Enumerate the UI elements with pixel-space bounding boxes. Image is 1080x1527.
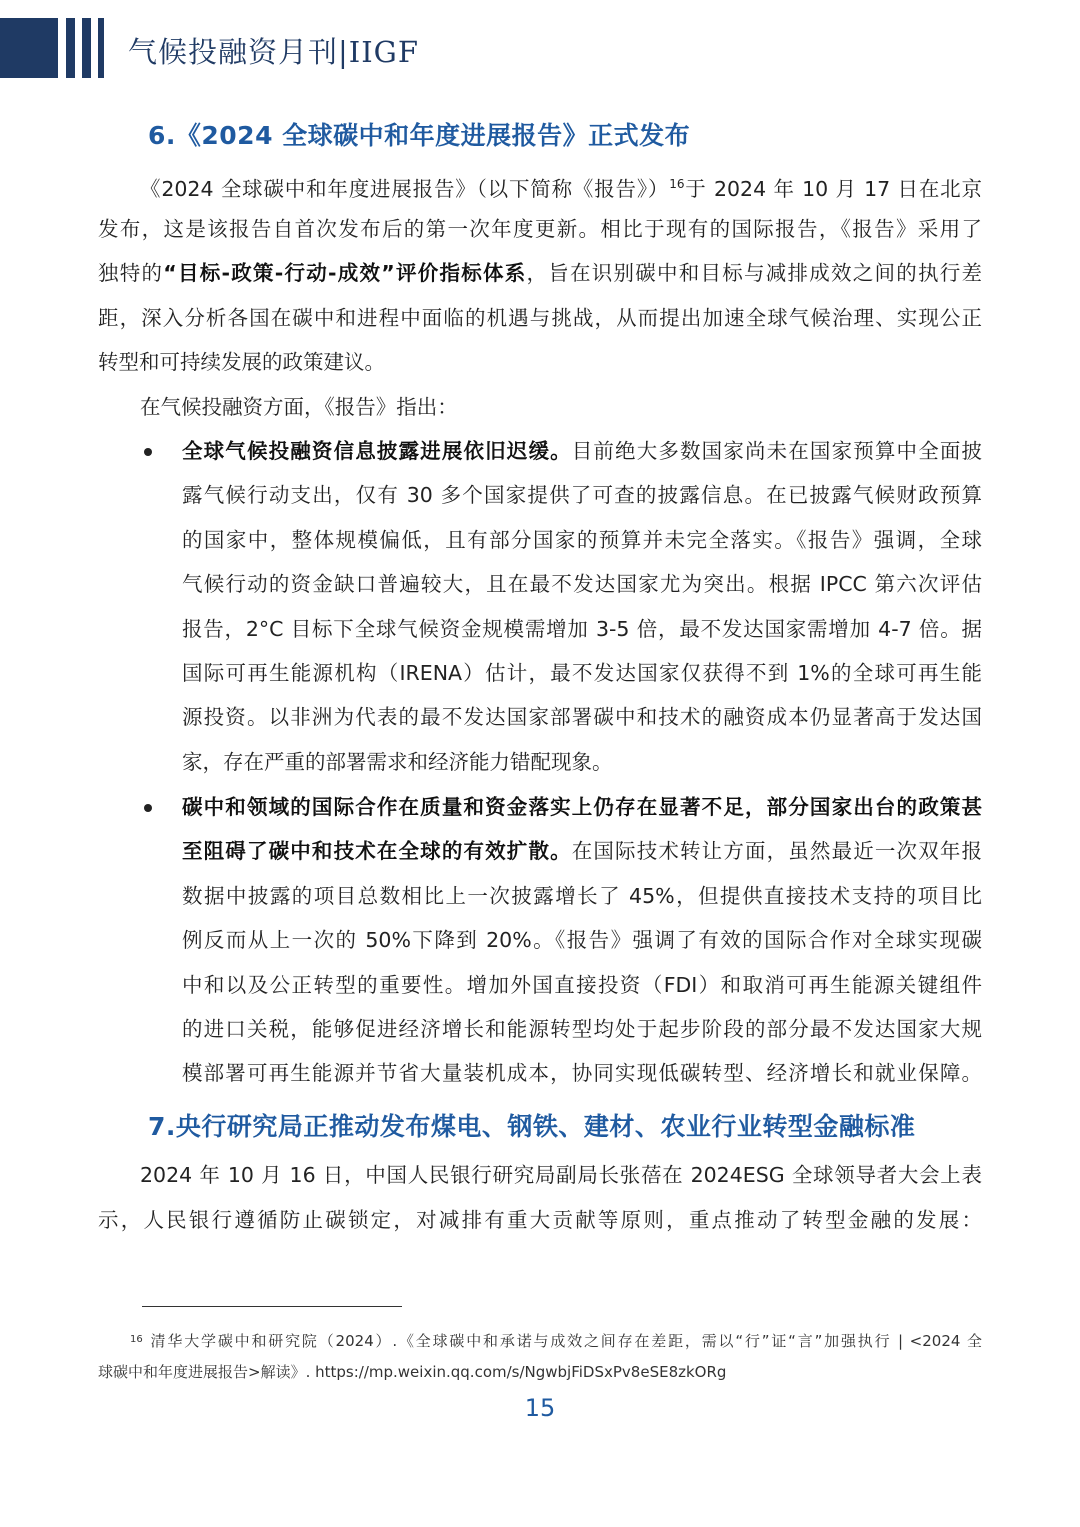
text-line: 模部署可再生能源并节省大量装机成本，协同实现低碳转型、经济增长和就业保障。 [182, 1061, 982, 1086]
text-line: 露气候行动支出，仅有 30 多个国家提供了可查的披露信息。在已披露气候财政预算 [182, 483, 982, 508]
header-bar [0, 18, 58, 78]
text-line: 源投资。以非洲为代表的最不发达国家部署碳中和技术的融资成本仍显著高于发达国 [182, 705, 982, 730]
text-line: 全球气候投融资信息披露进展依旧迟缓。目前绝大多数国家尚未在国家预算中全面披 [182, 439, 982, 463]
text-line: 的国家中，整体规模偏低，且有部分国家的预算并未完全落实。《报告》强调，全球 [182, 527, 982, 552]
emphasis-text: “目标-政策-行动-成效”评价指标体系 [163, 261, 527, 286]
text-line: 的进口关税，能够促进经济增长和能源转型均处于起步阶段的部分最不发达国家大规 [182, 1016, 982, 1041]
bullet-item-1 [98, 429, 982, 784]
text-line: 报告，2°C 目标下全球气候资金规模需增加 3-5 倍，最不发达国家需增加 4-7 倍。据 [182, 616, 982, 641]
emphasis-text: 碳中和领域的国际合作在质量和资金落实上仍存在显著不足，部分国家出台的政策甚 [182, 795, 982, 819]
text-line: 例反而从上一次的 50%下降到 20%。《报告》强调了有效的国际合作对全球实现碳 [182, 928, 982, 953]
text-line: 距，深入分析各国在碳中和进程中面临的机遇与挑战，从而提出加速全球气候治理、实现公正 [98, 305, 982, 330]
text-line: 数据中披露的项目总数相比上一次披露增长了 45%，但提供直接技术支持的项目比 [182, 883, 982, 908]
text-line: 2024 年 10 月 16 日，中国人民银行研究局副局长张蓓在 2024ESG 全球领导者大会上表 [140, 1163, 982, 1187]
text-line: 发布，这是该报告自首次发布后的第一次年度更新。相比于现有的国际报告，《报告》采用了 [98, 216, 982, 241]
text-line: 至阻碍了碳中和技术在全球的有效扩散。在国际技术转让方面，虽然最近一次双年报 [182, 839, 982, 864]
text-line: 转型和可持续发展的政策建议。 [98, 350, 385, 375]
text-line: 气候行动的资金缺口普遍较大，且在最不发达国家尤为突出。根据 IPCC 第六次评估 [182, 572, 982, 597]
bullet-dot [144, 804, 152, 812]
bullet-dot [144, 448, 152, 456]
text-line: 国际可再生能源机构（IRENA）估计，最不发达国家仅获得不到 1%的全球可再生能 [182, 660, 982, 685]
section-6-intro [98, 162, 982, 430]
text-line: 独特的“目标-政策-行动-成效”评价指标体系，旨在识别碳中和目标与减排成效之间的执行差 [98, 261, 982, 286]
page-number: 15 [524, 1394, 556, 1422]
section-7-heading: 7.央行研究局正推动发布煤电、钢铁、建材、农业行业转型金融标准 [148, 1112, 916, 1141]
text-line [182, 785, 982, 829]
footnote-divider [142, 1306, 402, 1307]
header-bar [66, 18, 75, 78]
emphasis-text: 至阻碍了碳中和技术在全球的有效扩散。 [182, 839, 572, 864]
footnote-line: $^{16}$ 清华大学碳中和研究院（2024）.《全球碳中和承诺与成效之间存在差距，需以“行”证“言”加强执行 | <2024 全 [130, 1332, 982, 1350]
section-7-body [98, 1153, 982, 1242]
publication-title: 气候投融资月刊|IIGF [128, 35, 419, 69]
text-line: 中和以及公正转型的重要性。增加外国直接投资（FDI）和取消可再生能源关键组件 [182, 972, 982, 997]
section-6-heading: 6.《2024 全球碳中和年度进展报告》正式发布 [148, 121, 691, 150]
footnote [98, 1326, 982, 1388]
text-line: 《2024 全球碳中和年度进展报告》（以下简称《报告》）$^{16}$于 2024 年 10 月 17 日在北京 [140, 176, 982, 201]
header-bar [98, 18, 104, 78]
text-line: 家，存在严重的部署需求和经济能力错配现象。 [182, 749, 613, 774]
lead-line: 在气候投融资方面，《报告》指出： [140, 394, 458, 419]
bullet-item-2 [98, 785, 982, 1096]
text-line: 示，人民银行遵循防止碳锁定，对减排有重大贡献等原则，重点推动了转型金融的发展： [98, 1207, 982, 1232]
emphasis-text: 全球气候投融资信息披露进展依旧迟缓。 [182, 439, 572, 463]
header-bar [82, 18, 91, 78]
footnote-link-line[interactable]: 球碳中和年度进展报告>解读》. https://mp.weixin.qq.com/s/NgwbjFiDSxPv8eSE8zkORg [98, 1363, 727, 1381]
footnote-ref[interactable]: 16 [669, 177, 685, 191]
footnote-number: 16 [130, 1334, 143, 1345]
